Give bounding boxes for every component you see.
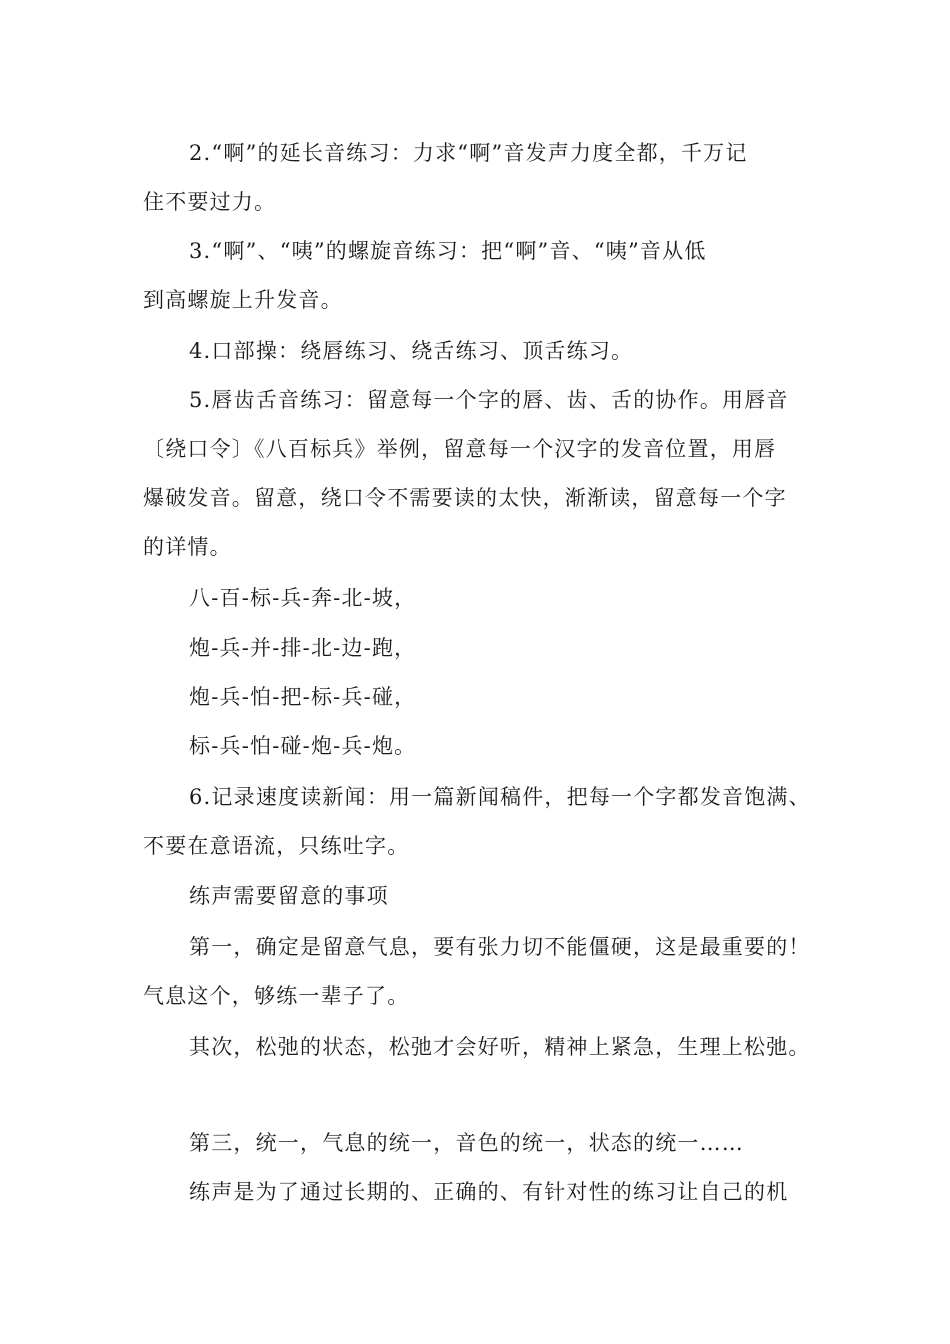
section-heading: 练声需要留意的事项 (189, 884, 389, 908)
text-line: 不要在意语流，只练吐字。 (143, 834, 410, 858)
tongue-twister-line: 炮-兵-怕-把-标-兵-碰， (189, 685, 417, 709)
tongue-twister-line: 标-兵-怕-碰-炮-兵-炮。 (189, 734, 417, 758)
text-line: 的详情。 (143, 535, 232, 559)
text-line: 4.口部操：绕唇练习、绕舌练习、顶舌练习。 (189, 339, 634, 363)
text-line: 6.记录速度读新闻：用一篇新闻稿件，把每一个字都发音饱满、 (189, 785, 811, 809)
text-line: 气息这个，够练一辈子了。 (143, 984, 410, 1008)
text-line: 爆破发音。留意，绕口令不需要读的太快，渐渐读，留意每一个字 (143, 486, 787, 510)
text-line: 2.“啊”的延长音练习：力求“啊”音发声力度全都，千万记 (189, 141, 748, 165)
text-line: 练声是为了通过长期的、正确的、有针对性的练习让自己的机 (189, 1180, 789, 1204)
text-line: 住不要过力。 (143, 190, 277, 214)
text-line: 第一，确定是留意气息，要有张力切不能僵硬，这是最重要的！ (189, 935, 811, 959)
tongue-twister-line: 八-百-标-兵-奔-北-坡， (189, 586, 417, 610)
text-line: 第三，统一，气息的统一，音色的统一，状态的统一…… (189, 1131, 744, 1155)
tongue-twister-line: 炮-兵-并-排-北-边-跑， (189, 636, 417, 660)
text-line: 其次，松弛的状态，松弛才会好听，精神上紧急，生理上松弛。 (189, 1035, 811, 1059)
text-line: 到高螺旋上升发音。 (143, 288, 343, 312)
text-line: 5.唇齿舌音练习：留意每一个字的唇、齿、舌的协作。用唇音 (189, 388, 789, 412)
text-line: 3.“啊”、“咦”的螺旋音练习：把“啊”音、“咦”音从低 (189, 239, 707, 263)
text-line: 〔绕口令〕《八百标兵》举例，留意每一个汉字的发音位置，用唇 (143, 437, 777, 461)
